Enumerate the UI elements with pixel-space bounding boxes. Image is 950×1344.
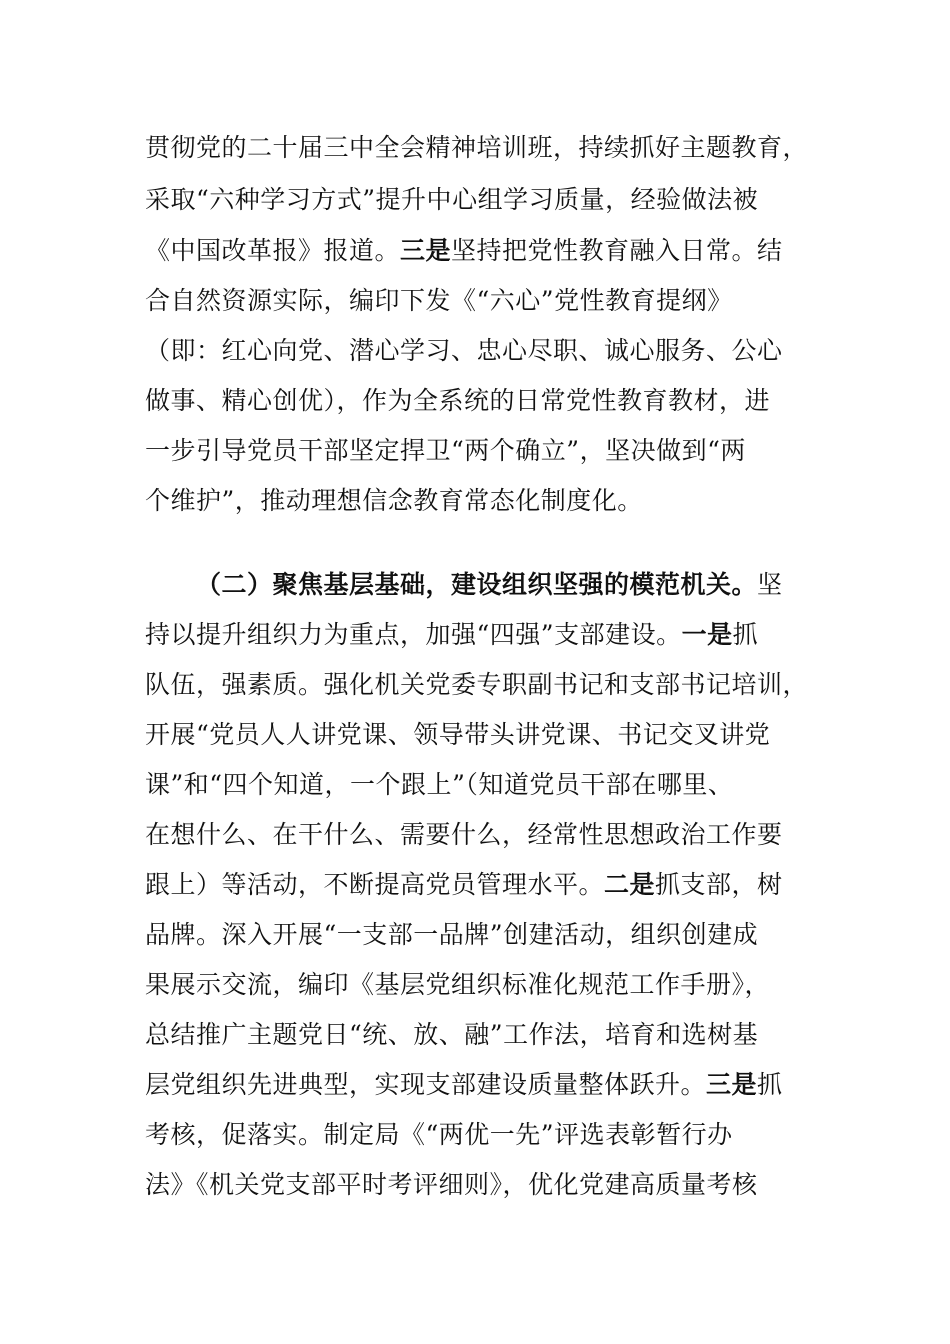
text-segment: 在想什么、在干什么、需要什么，经常性思想政治工作要	[145, 820, 783, 849]
text-line	[145, 715, 805, 755]
text-segment: 一步引导党员干部坚定捍卫“两个确立”，坚决做到“两	[145, 436, 746, 465]
text-segment: 果展示交流，编印《基层党组织标准化规范工作手册》，	[145, 970, 771, 999]
text-segment: 品牌。深入开展“一支部一品牌”创建活动，组织创建成	[145, 920, 759, 949]
text-segment: 法》《机关党支部平时考评细则》，优化党建高质量考核	[145, 1170, 758, 1199]
text-segment: 队伍，强素质。强化机关党委专职副书记和支部书记培训，	[145, 670, 809, 699]
text-line	[145, 1065, 805, 1105]
text-line	[145, 180, 805, 220]
text-line	[145, 765, 805, 805]
text-line	[145, 965, 805, 1005]
section-heading-line	[196, 565, 806, 605]
text-line	[145, 481, 805, 521]
text-segment: 课”和“四个知道，一个跟上”（知道党员干部在哪里、	[145, 770, 734, 799]
text-line	[145, 128, 809, 168]
text-line	[145, 281, 805, 321]
text-line	[145, 615, 805, 655]
section-heading: （二）聚焦基层基础，建设组织坚强的模范机关。	[196, 570, 758, 599]
bold-lead-text: 三是	[706, 1070, 758, 1099]
text-segment: 抓支部，树	[655, 870, 783, 899]
bold-lead-text: 三是	[400, 236, 452, 265]
text-segment: 坚	[757, 570, 783, 599]
text-segment: 考核，促落实。制定局《“两优一先”评选表彰暂行办	[145, 1120, 733, 1149]
text-segment: 个维护”，推动理想信念教育常态化制度化。	[145, 486, 643, 515]
text-line	[145, 381, 805, 421]
text-line	[145, 665, 809, 705]
text-line	[145, 231, 805, 271]
text-segment: 抓	[732, 620, 759, 649]
text-segment: 合自然资源实际，编印下发《“六心”党性教育提纲》	[145, 286, 733, 315]
text-segment: 贯彻党的二十届三中全会精神培训班，持续抓好主题教育，	[145, 133, 809, 162]
text-segment: 总结推广主题党日“统、放、融”工作法，培育和选树基	[145, 1020, 759, 1049]
text-segment: 采取“六种学习方式”提升中心组学习质量，经验做法被	[145, 185, 759, 214]
text-segment: 层党组织先进典型，实现支部建设质量整体跃升。	[145, 1070, 707, 1099]
text-line	[145, 331, 805, 371]
text-segment: 开展“党员人人讲党课、领导带头讲党课、书记交叉讲党	[145, 720, 771, 749]
text-segment: 抓	[757, 1070, 783, 1099]
text-segment: 跟上）等活动，不断提高党员管理水平。	[145, 870, 605, 899]
text-segment: 做事、精心创优），作为全系统的日常党性教育教材，进	[145, 386, 771, 415]
text-line	[145, 1015, 805, 1055]
text-segment: （即：红心向党、潜心学习、忠心尽职、诚心服务、公心	[145, 336, 783, 365]
text-line	[145, 431, 805, 471]
text-line	[145, 865, 805, 905]
text-line	[145, 915, 805, 955]
text-segment: 持以提升组织力为重点，加强“四强”支部建设。	[145, 620, 682, 649]
text-segment: 《中国改革报》报道。	[145, 236, 401, 265]
bold-lead-text: 二是	[604, 870, 656, 899]
text-line	[145, 1165, 805, 1205]
text-line	[145, 815, 805, 855]
bold-lead-text: 一是	[681, 620, 733, 649]
text-line	[145, 1115, 805, 1155]
text-segment: 坚持把党性教育融入日常。结	[451, 236, 783, 265]
